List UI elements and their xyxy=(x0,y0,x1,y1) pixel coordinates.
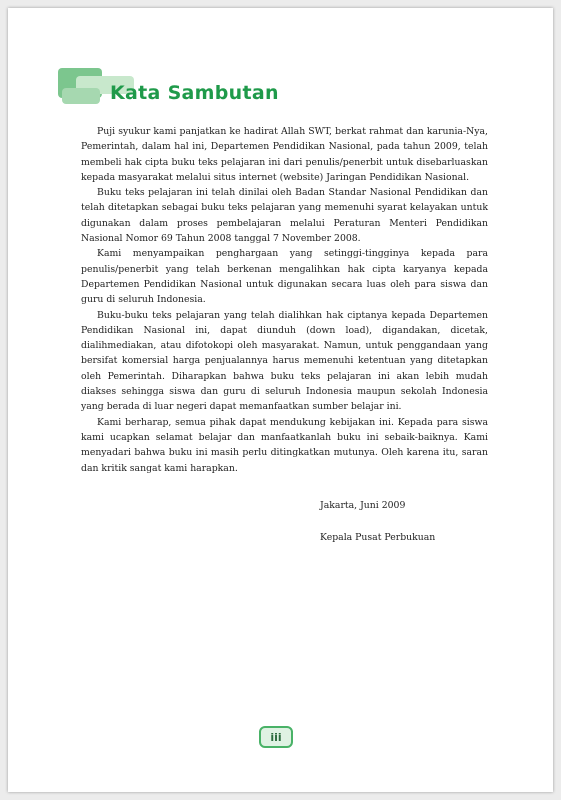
paragraph-3: Kami menyampaikan penghargaan yang setinggi-tingginya kepada para penulis/penerbit yang telah berkenan mengalihkan hak cipta karyanya kepada Departemen Pendidikan Nasional untuk digunakan secara luas oleh para siswa dan guru di seluruh Indonesia. xyxy=(81,248,488,306)
paragraph-2: Buku teks pelajaran ini telah dinilai oleh Badan Standar Nasional Pendidikan dan telah ditetapkan sebagai buku teks pelajaran yang memenuhi syarat kelayakan untuk digunakan dalam proses pembelajaran melalui Peraturan Menteri Pendidikan Nasional Nomor 69 Tahun 2008 tanggal 7 November 2008. xyxy=(81,187,488,245)
signature-title: Kepala Pusat Perbukuan xyxy=(320,532,436,543)
body-text xyxy=(81,124,488,476)
page-heading: Kata Sambutan xyxy=(110,82,279,104)
paragraph-5: Kami berharap, semua pihak dapat mendukung kebijakan ini. Kepada para siswa kami ucapkan selamat belajar dan manfaatkanlah buku ini sebaik-baiknya. Kami menyadari bahwa buku ini masih perlu ditingkatkan mutunya. Oleh karena itu, saran dan kritik sangat kami harapkan. xyxy=(81,416,488,474)
mid-green-block-decoration xyxy=(62,88,100,104)
paragraph-1: Puji syukur kami panjatkan ke hadirat Allah SWT, berkat rahmat dan karunia-Nya, Pemerintah, dalam hal ini, Departemen Pendidikan Nasional, pada tahun 2009, telah membeli hak cipta buku teks pelajaran ini dari penulis/penerbit untuk disebarluaskan kepada masyarakat melalui situs internet (website) Jaringan Pendidikan Nasional. xyxy=(81,126,488,183)
signature-place-date: Jakarta, Juni 2009 xyxy=(320,500,406,511)
page-number: iii xyxy=(259,726,293,748)
paragraph-4: Buku-buku teks pelajaran yang telah dialihkan hak ciptanya kepada Departemen Pendidikan Nasional ini, dapat diunduh (down load), digandakan, dicetak, dialihmediakan, atau difotokopi oleh masyarakat. Namun, untuk penggandaan yang bersifat komersial harga penjualannya harus memenuhi ketentuan yang ditetapkan oleh Pemerintah. Diharapkan bahwa buku teks pelajaran ini akan lebih mudah diakses sehingga siswa dan guru di seluruh Indonesia maupun sekolah Indonesia yang berada di luar negeri dapat memanfaatkan sumber belajar ini. xyxy=(81,309,488,413)
